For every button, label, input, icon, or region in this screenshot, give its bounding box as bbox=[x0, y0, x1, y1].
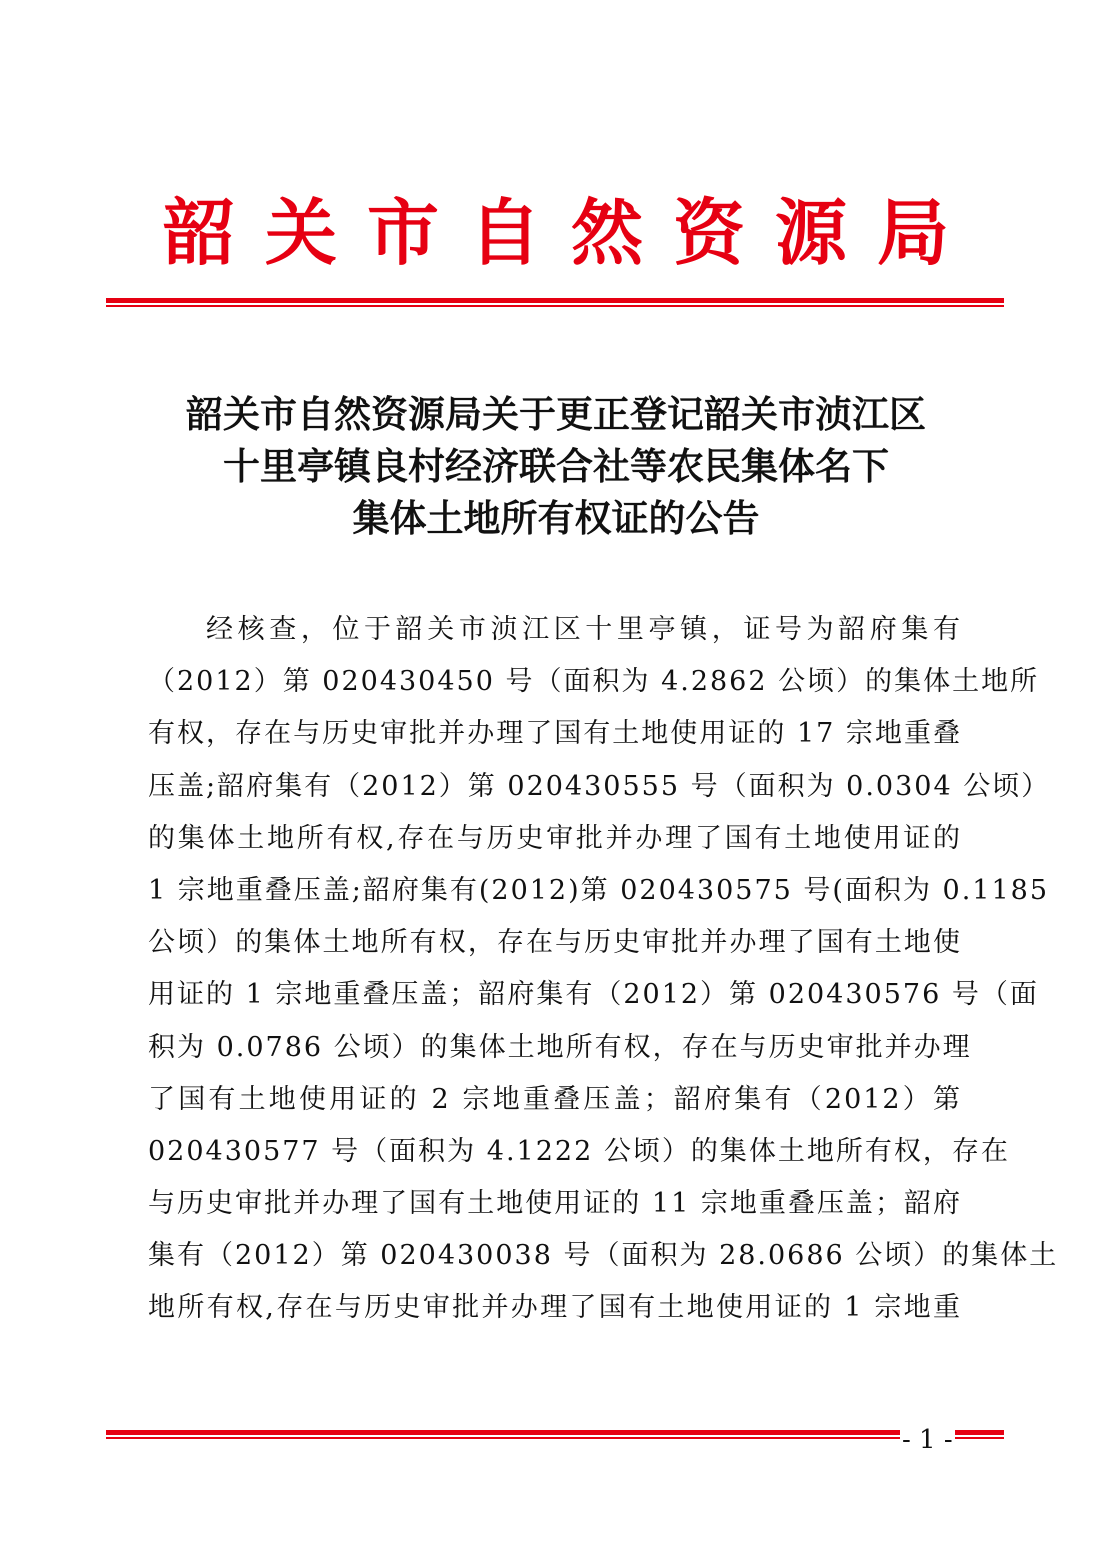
footer-divider-thick bbox=[106, 1430, 1004, 1435]
masthead-divider bbox=[106, 298, 1004, 309]
masthead-divider-thin bbox=[106, 305, 1004, 307]
title-line-1: 韶关市自然资源局关于更正登记韶关市浈江区 bbox=[186, 392, 926, 436]
body-line: 地所有权,存在与历史审批并办理了国有土地使用证的 1 宗地重 bbox=[148, 1292, 962, 1324]
body-paragraph bbox=[148, 604, 1059, 1335]
body-line: 1 宗地重叠压盖;韶府集有(2012)第 020430575 号(面积为 0.1185 bbox=[148, 874, 1049, 906]
document-title bbox=[108, 388, 1004, 544]
title-line-3: 集体土地所有权证的公告 bbox=[352, 496, 760, 540]
body-line: 020430577 号（面积为 4.1222 公顷）的集体土地所有权，存在 bbox=[148, 1135, 1010, 1167]
page-number: - 1 - bbox=[902, 1425, 953, 1455]
title-line-2: 十里亭镇良村经济联合社等农民集体名下 bbox=[223, 444, 889, 488]
body-line: 有权，存在与历史审批并办理了国有土地使用证的 17 宗地重叠 bbox=[148, 718, 962, 750]
masthead-title: 韶关市自然资源局 bbox=[162, 190, 979, 275]
masthead-divider-thick bbox=[106, 298, 1004, 303]
body-line: （2012）第 020430450 号（面积为 4.2862 公顷）的集体土地所 bbox=[148, 666, 1040, 698]
body-line: 的集体土地所有权,存在与历史审批并办理了国有土地使用证的 bbox=[148, 822, 962, 854]
body-line: 压盖;韶府集有（2012）第 020430555 号（面积为 0.0304 公顷） bbox=[148, 770, 1051, 802]
body-line: 用证的 1 宗地重叠压盖；韶府集有（2012）第 020430576 号（面 bbox=[148, 979, 1039, 1011]
body-line: 了国有土地使用证的 2 宗地重叠压盖；韶府集有（2012）第 bbox=[148, 1083, 962, 1115]
body-line: 积为 0.0786 公顷）的集体土地所有权，存在与历史审批并办理 bbox=[148, 1031, 972, 1063]
footer-divider bbox=[106, 1430, 1004, 1441]
body-line: 与历史审批并办理了国有土地使用证的 11 宗地重叠压盖；韶府 bbox=[148, 1188, 962, 1220]
body-line: 公顷）的集体土地所有权，存在与历史审批并办理了国有土地使 bbox=[148, 927, 962, 959]
footer-divider-thin bbox=[106, 1437, 1004, 1439]
body-line: 集有（2012）第 020430038 号（面积为 28.0686 公顷）的集体土 bbox=[148, 1240, 1059, 1272]
body-line: 经核查，位于韶关市浈江区十里亭镇，证号为韶府集有 bbox=[206, 614, 962, 645]
